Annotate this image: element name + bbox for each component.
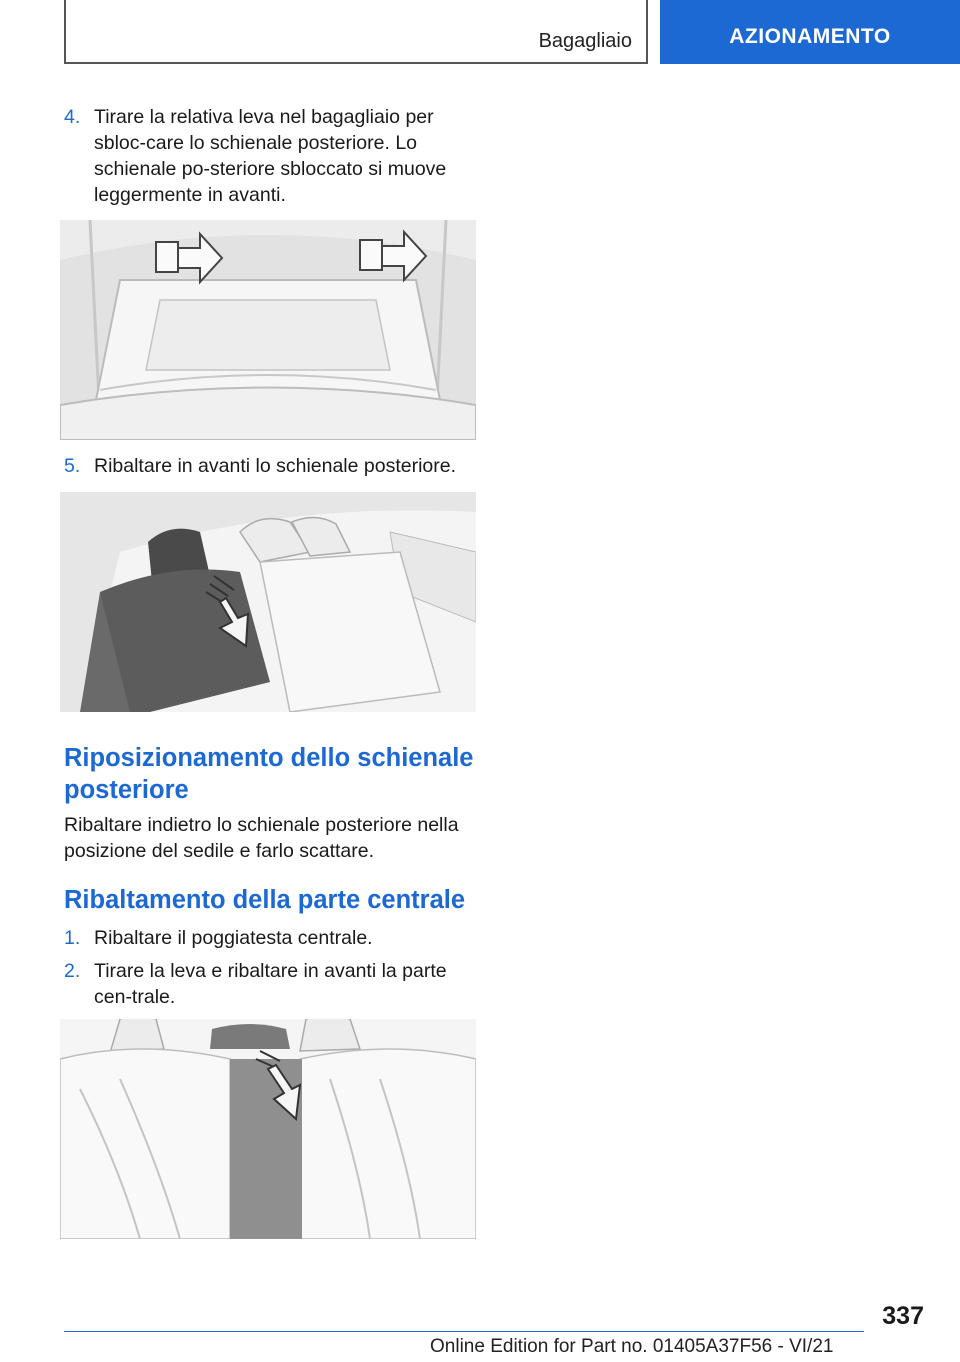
step-2	[64, 958, 484, 1010]
header-chapter-tab[interactable]: AZIONAMENTO	[660, 0, 960, 64]
step-number: 1.	[64, 927, 81, 949]
step-number: 2.	[64, 960, 81, 982]
step-number: 4.	[64, 106, 81, 128]
fold-backrest-image	[60, 492, 476, 712]
step-number: 5.	[64, 455, 81, 477]
step-text: Tirare la relativa leva nel bagagliaio per sbloc-care lo schienale posteriore. Lo schienale po-steriore sbloccato si muove leggermente in avanti.	[94, 106, 447, 206]
step-text: Tirare la leva e ribaltare in avanti la parte cen-trale.	[94, 960, 447, 1008]
step-5	[64, 453, 484, 479]
step-text: Ribaltare il poggiatesta centrale.	[94, 927, 373, 949]
section-text-reposition: Ribaltare indietro lo schienale posteriore nella posizione del sedile e farlo scattare.	[64, 814, 459, 862]
footer-edition: Online Edition for Part no. 01405A37F56 - VI/21	[430, 1336, 834, 1357]
center-section-fold-image	[60, 1019, 476, 1239]
step-4	[64, 104, 484, 208]
trunk-release-levers-image	[60, 220, 476, 440]
header-section-title: Bagagliaio	[538, 30, 632, 52]
step-text: Ribaltare in avanti lo schienale posteriore.	[94, 455, 457, 477]
step-1	[64, 925, 484, 951]
page-number: 337	[882, 1302, 924, 1330]
header-box	[64, 0, 648, 64]
footer-divider	[64, 1331, 864, 1332]
section-title-reposition: Riposizionamento dello schienale posteriore	[64, 744, 474, 804]
section-title-center-fold: Ribaltamento della parte centrale	[64, 886, 466, 914]
